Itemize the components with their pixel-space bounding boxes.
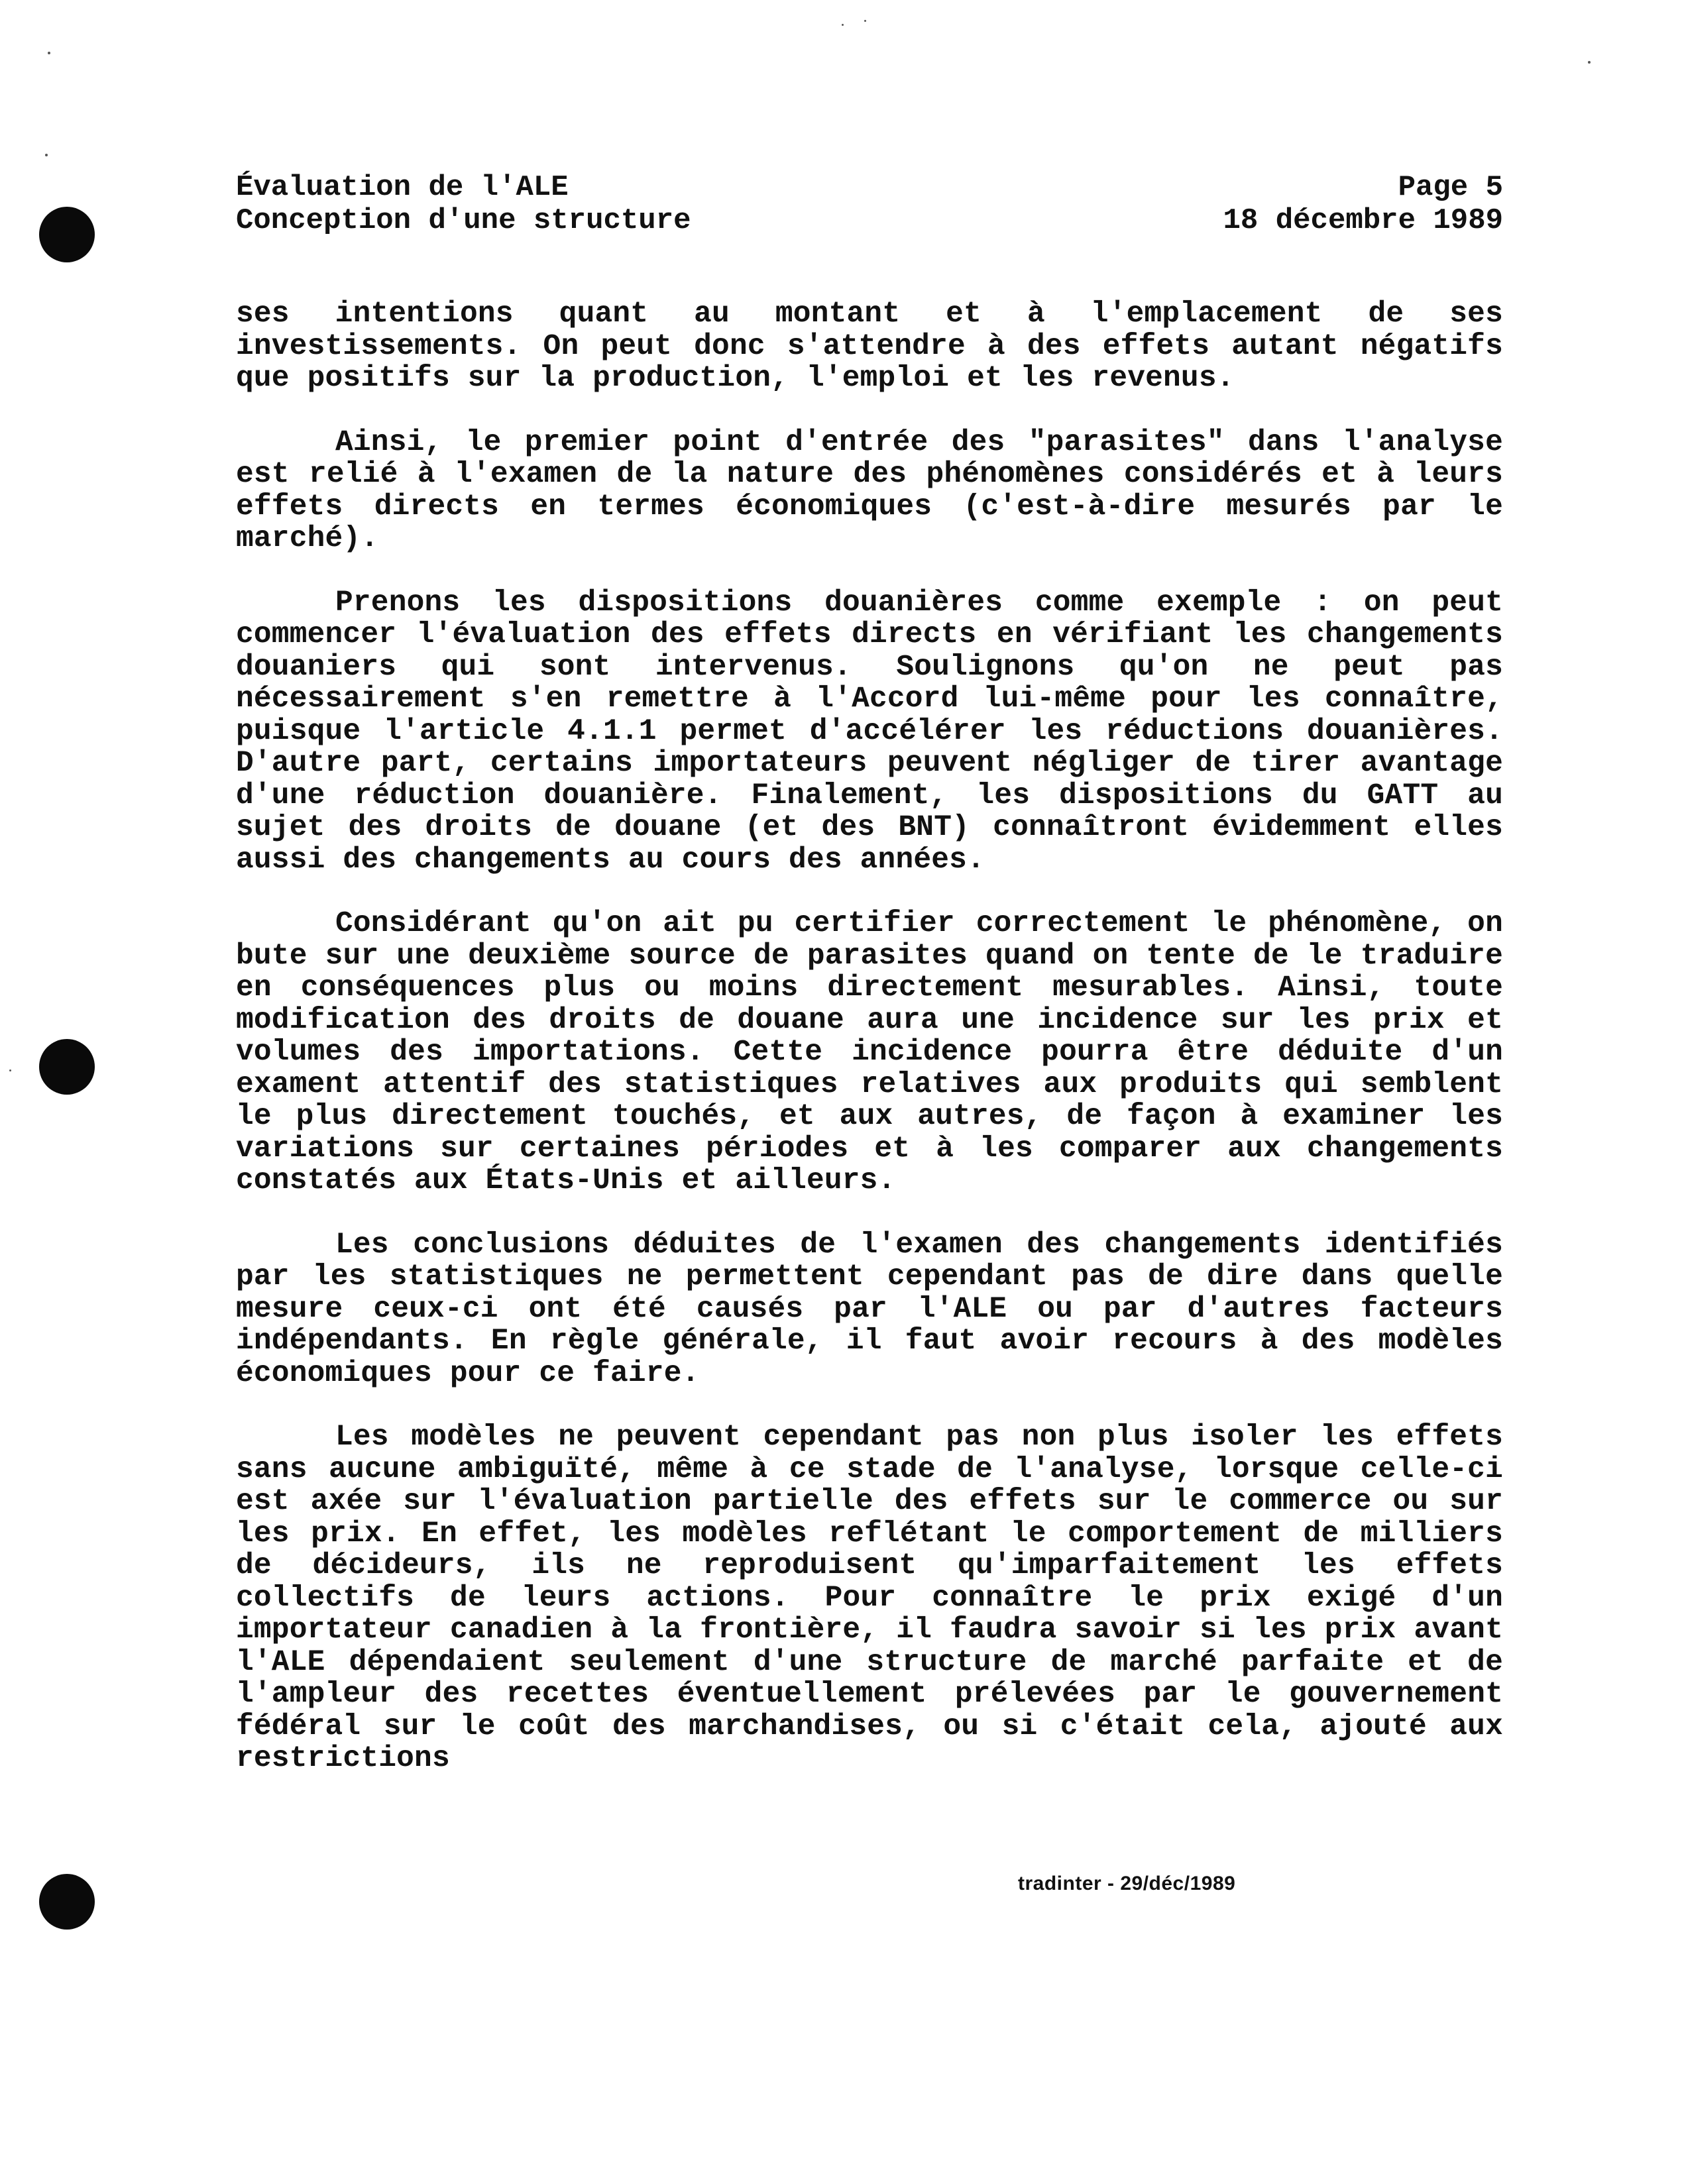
header-right [1223, 171, 1503, 237]
document-subtitle: Conception d'une structure [236, 204, 691, 237]
paragraph: Les conclusions déduites de l'examen des changements identifiés par les statistiques ne permettent cependant pas de dire dans quelle mesure ceux-ci ont été causés par l'ALE ou par d'autres facteurs indépendants. En règle générale, il faut avoir recours à des modèles économiques pour ce faire. [236, 1228, 1503, 1390]
fax-footer-stamp: tradinter - 29/déc/1989 [1018, 1873, 1236, 1894]
paragraph: Prenons les dispositions douanières comme exemple : on peut commencer l'évaluation des effets directs en vérifiant les changements douaniers qui sont intervenus. Soulignons qu'on ne peut pas nécessairement s'en remettre à l'Accord lui-même pour les connaître, puisque l'article 4.1.1 permet d'accélérer les réductions douanières. D'autre part, certains importateurs peuvent négliger de tirer avantage d'une réduction douanière. Finalement, les dispositions du GATT au sujet des droits de douane (et des BNT) connaîtront évidemment elles aussi des changements au cours des années. [236, 586, 1503, 877]
paragraph: Ainsi, le premier point d'entrée des "parasites" dans l'analyse est relié à l'examen de la nature des phénomènes considérés et à leurs effets directs en termes économiques (c'est-à-dire mesurés par le marché). [236, 425, 1503, 555]
header-left [236, 171, 691, 237]
punch-hole-top [39, 207, 95, 262]
paragraph: Les modèles ne peuvent cependant pas non plus isoler les effets sans aucune ambiguïté, même à ce stade de l'analyse, lorsque celle-ci est axée sur l'évaluation partielle des effets sur le commerce ou sur les prix. En effet, les modèles reflétant le comportement de milliers de décideurs, ils ne reproduisent qu'imparfaitement les effets collectifs de leurs actions. Pour connaître le prix exigé d'un importateur canadien à la frontière, il faudra savoir si les prix avant l'ALE dépendaient seulement d'une structure de marché parfaite et de l'ampleur des recettes éventuellement prélevées par le gouvernement fédéral sur le coût des marchandises, ou si c'était cela, ajouté aux restrictions [236, 1421, 1503, 1775]
scan-speck [864, 20, 866, 22]
document-title: Évaluation de l'ALE [236, 171, 569, 204]
document-date: 18 décembre 1989 [1223, 204, 1503, 237]
scan-speck [48, 52, 50, 54]
paragraph: Considérant qu'on ait pu certifier correctement le phénomène, on bute sur une deuxième source de parasites quand on tente de le traduire en conséquences plus ou moins directement mesurables. Ainsi, toute modification des droits de douane aura une incidence sur les prix et volumes des importations. Cette incidence pourra être déduite d'un exament attentif des statistiques relatives aux produits qui semblent le plus directement touchés, et aux autres, de façon à examiner les variations sur certaines périodes et à les comparer aux changements constatés aux États-Unis et ailleurs. [236, 907, 1503, 1197]
scan-speck [842, 24, 844, 26]
document-body [236, 298, 1503, 1807]
scan-speck [9, 1069, 11, 1071]
scan-speck [1588, 61, 1591, 64]
scan-speck [45, 154, 48, 156]
punch-hole-bottom [39, 1874, 95, 1930]
paragraph-continuation: ses intentions quant au montant et à l'emplacement de ses investissements. On peut donc s'attendre à des effets autant négatifs que positifs sur la production, l'emploi et les revenus. [236, 298, 1503, 395]
page-number: Page 5 [1398, 171, 1503, 204]
punch-hole-middle [39, 1039, 95, 1095]
